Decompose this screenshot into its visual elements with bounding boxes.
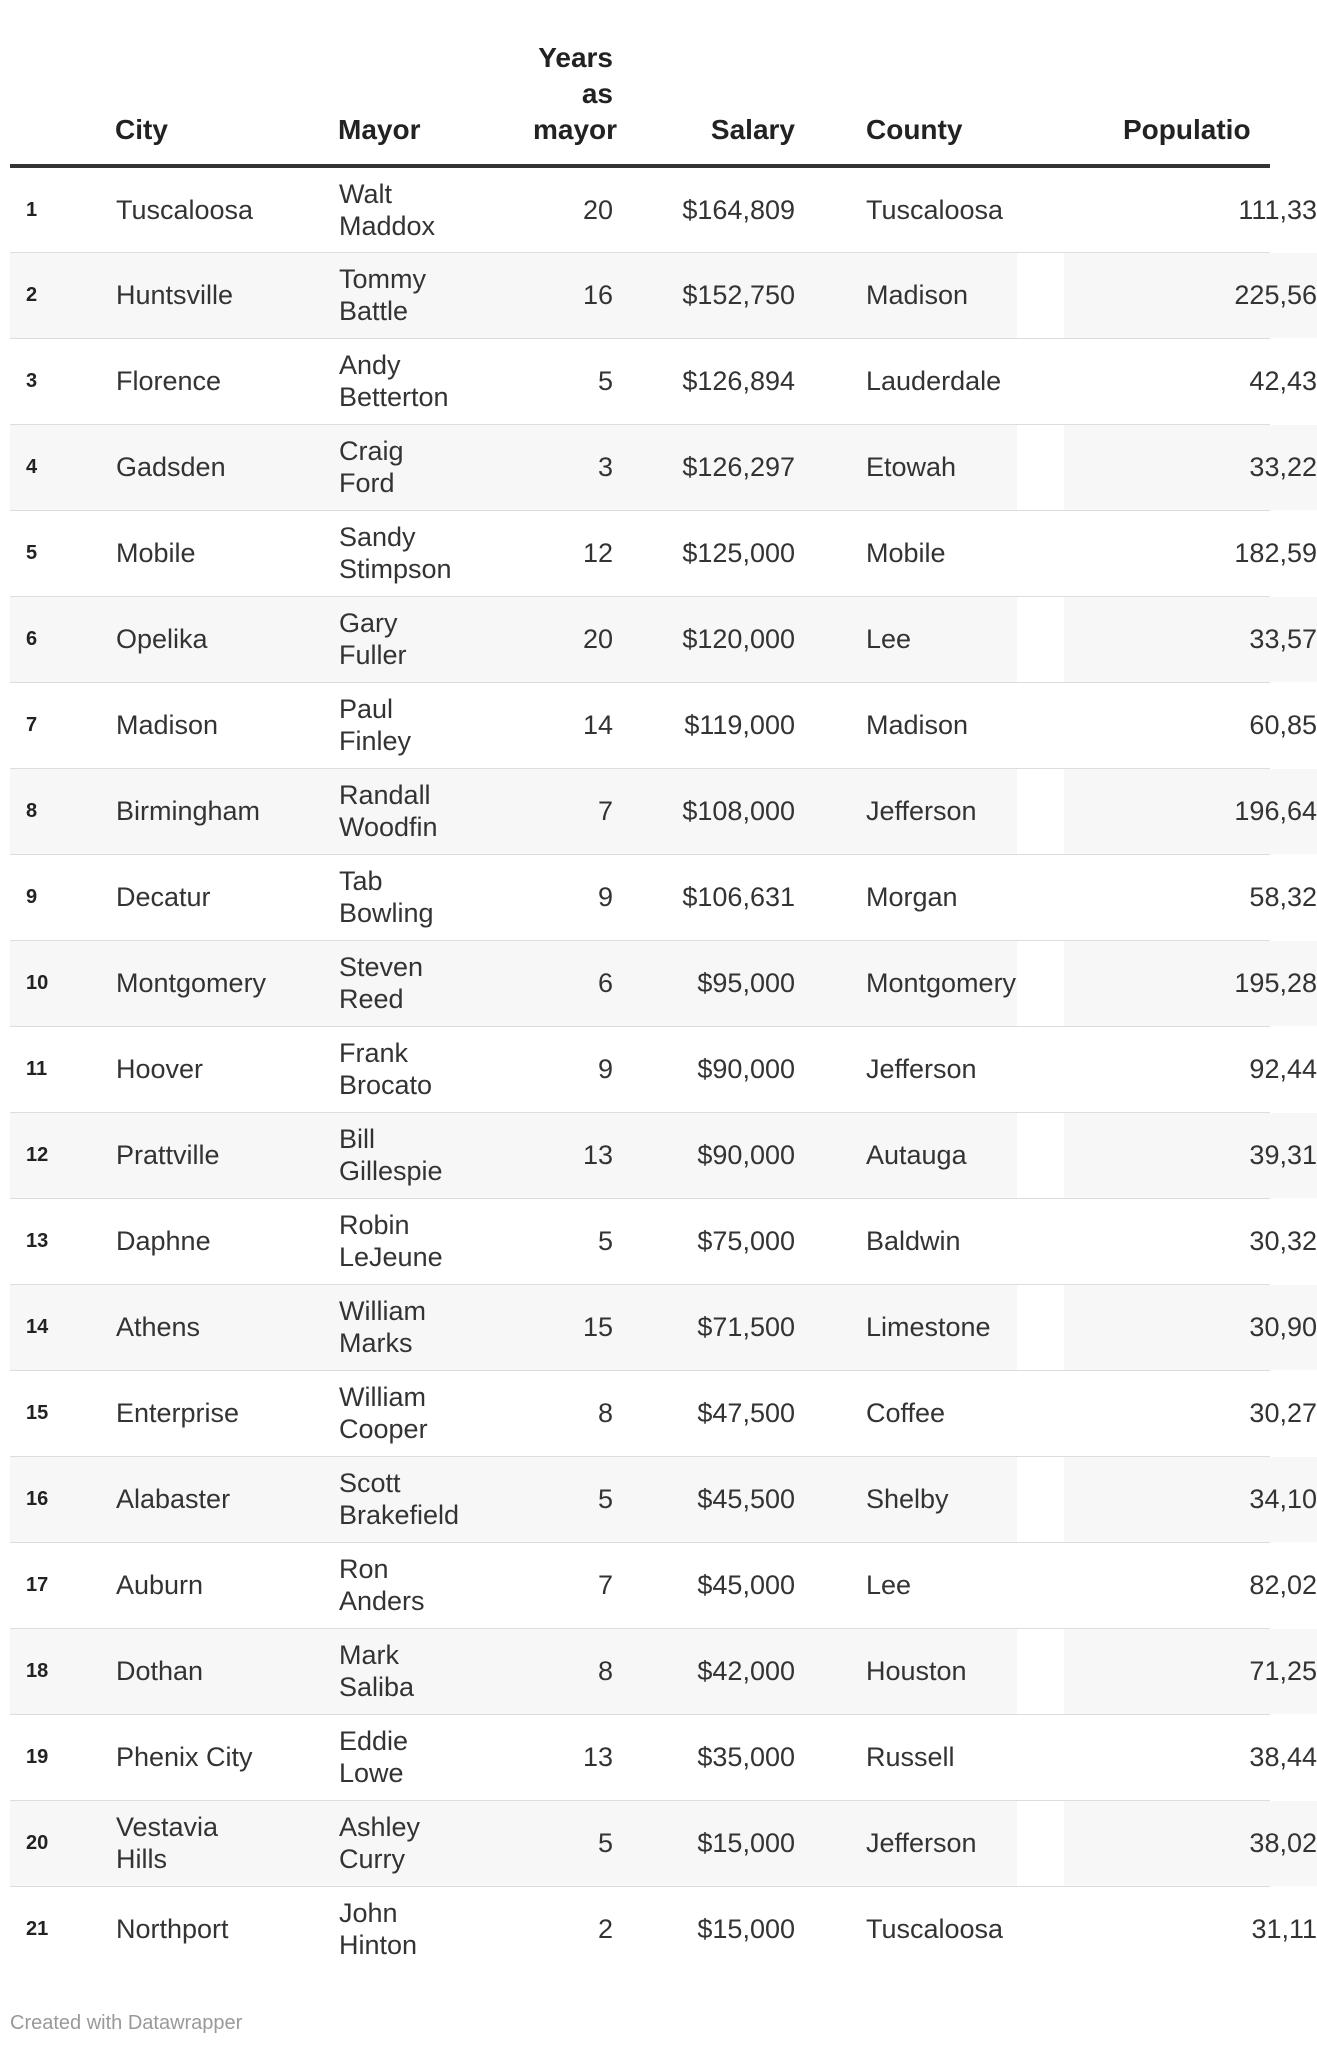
header-years-as-mayor[interactable] [498, 40, 620, 166]
table-row [10, 1284, 1270, 1370]
table-row [10, 166, 1270, 252]
cell-mayor: Tommy Battle [339, 264, 426, 326]
cell-population: 31,11 [1251, 1914, 1317, 1945]
cell-years: 5 [597, 366, 613, 396]
cell-population: 182,59 [1234, 538, 1317, 568]
cell-county: Lee [866, 1570, 912, 1600]
cell-mayor: Ron Anders [339, 1554, 425, 1616]
table-row [10, 768, 1270, 854]
cell-mayor: Bill Gillespie [339, 1124, 443, 1186]
cell-county: Houston [866, 1656, 967, 1686]
table-row [10, 682, 1270, 768]
cell-years: 15 [582, 1312, 613, 1342]
cell-city: Mobile [116, 538, 196, 568]
cell-rank: 6 [26, 628, 38, 650]
cell-city: Athens [116, 1312, 201, 1342]
cell-salary: $90,000 [697, 1140, 795, 1170]
cell-years: 20 [582, 194, 613, 225]
cell-rank: 5 [26, 542, 38, 564]
cell-population: 39,31 [1249, 1140, 1317, 1170]
cell-years: 8 [597, 1656, 613, 1686]
header-population[interactable]: Populatio [1017, 40, 1270, 166]
cell-rank: 16 [26, 1488, 49, 1510]
cell-salary: $119,000 [684, 710, 795, 740]
cell-salary: $108,000 [682, 796, 795, 826]
cell-city: Huntsville [116, 280, 234, 310]
cell-county: Jefferson [866, 1054, 977, 1084]
cell-county: Lauderdale [866, 366, 1002, 396]
cell-city: Decatur [116, 882, 211, 912]
cell-mayor: Sandy Stimpson [339, 522, 452, 584]
cell-county: Mobile [866, 538, 946, 568]
cell-rank: 1 [26, 198, 38, 221]
header-county[interactable]: County [802, 40, 1017, 166]
cell-years: 12 [582, 538, 613, 568]
cell-salary: $126,894 [682, 366, 795, 396]
cell-county: Tuscaloosa [866, 194, 1004, 225]
cell-county: Madison [866, 280, 969, 310]
cell-rank: 14 [26, 1316, 49, 1338]
cell-city: Auburn [116, 1570, 204, 1600]
cell-city: Florence [116, 366, 222, 396]
cell-mayor: Gary Fuller [339, 608, 407, 670]
cell-city: Montgomery [116, 968, 267, 998]
cell-rank: 11 [26, 1058, 48, 1080]
cell-city: Phenix City [116, 1742, 253, 1772]
cell-city: Tuscaloosa [116, 194, 254, 225]
cell-rank: 12 [26, 1144, 49, 1166]
cell-salary: $106,631 [682, 882, 795, 912]
cell-mayor: Randall Woodfin [339, 780, 438, 842]
cell-population: 71,25 [1249, 1656, 1317, 1686]
cell-city: Vestavia Hills [116, 1812, 219, 1874]
cell-population: 195,28 [1234, 968, 1317, 998]
cell-population: 58,32 [1249, 882, 1317, 912]
cell-county: Montgomery [866, 968, 1017, 998]
cell-rank: 20 [26, 1832, 49, 1854]
datawrapper-credit[interactable]: Created with Datawrapper [10, 2012, 243, 2034]
cell-salary: $15,000 [697, 1914, 795, 1945]
cell-salary: $75,000 [697, 1226, 795, 1256]
cell-city: Opelika [116, 624, 208, 654]
cell-county: Jefferson [866, 1828, 977, 1858]
header-salary[interactable]: Salary [620, 40, 802, 166]
cell-mayor: Frank Brocato [339, 1038, 433, 1100]
cell-population: 92,44 [1249, 1054, 1317, 1084]
table-row [10, 1112, 1270, 1198]
cell-population: 30,27 [1249, 1398, 1317, 1428]
cell-years: 9 [597, 882, 613, 912]
cell-salary: $125,000 [682, 538, 795, 568]
header-mayor[interactable]: Mayor [338, 40, 498, 166]
cell-rank: 18 [26, 1660, 49, 1682]
cell-rank: 8 [26, 800, 38, 822]
cell-county: Madison [866, 710, 969, 740]
cell-city: Gadsden [116, 452, 226, 482]
cell-salary: $15,000 [697, 1828, 795, 1858]
cell-years: 3 [597, 452, 613, 482]
cell-population: 196,64 [1234, 796, 1317, 826]
cell-population: 225,56 [1234, 280, 1317, 310]
cell-mayor: Scott Brakefield [339, 1468, 460, 1530]
cell-county: Limestone [866, 1312, 991, 1342]
cell-population: 33,22 [1249, 452, 1317, 482]
table-row [10, 1800, 1270, 1886]
cell-mayor: William Cooper [339, 1382, 428, 1444]
cell-mayor: William Marks [339, 1296, 426, 1358]
cell-salary: $71,500 [697, 1312, 795, 1342]
header-years-label: Years as mayor [533, 42, 618, 145]
cell-city: Prattville [116, 1140, 220, 1170]
table-header [10, 40, 1270, 166]
cell-county: Tuscaloosa [866, 1914, 1004, 1945]
cell-county: Coffee [866, 1398, 946, 1428]
cell-mayor: Walt Maddox [339, 178, 436, 241]
header-city[interactable]: City [115, 40, 338, 166]
cell-population: 38,02 [1249, 1828, 1317, 1858]
cell-years: 20 [582, 624, 613, 654]
cell-salary: $164,809 [682, 194, 795, 225]
cell-salary: $47,500 [697, 1398, 795, 1428]
cell-city: Madison [116, 710, 219, 740]
cell-mayor: John Hinton [339, 1898, 418, 1961]
cell-rank: 2 [26, 284, 38, 306]
table-row [10, 1542, 1270, 1628]
table-body [10, 166, 1317, 1972]
cell-salary: $90,000 [697, 1054, 795, 1084]
cell-population: 82,02 [1249, 1570, 1317, 1600]
cell-mayor: Steven Reed [339, 952, 424, 1014]
table-row [10, 510, 1270, 596]
table-container [10, 40, 1317, 1972]
cell-rank: 13 [26, 1230, 49, 1252]
cell-rank: 4 [26, 456, 38, 478]
table-row [10, 424, 1270, 510]
cell-years: 6 [597, 968, 613, 998]
table-row [10, 1456, 1270, 1542]
cell-population: 38,44 [1249, 1742, 1317, 1772]
cell-population: 30,90 [1249, 1312, 1317, 1342]
cell-years: 7 [597, 1570, 613, 1600]
cell-rank: 21 [26, 1918, 49, 1941]
cell-city: Dothan [116, 1656, 204, 1686]
cell-city: Hoover [116, 1054, 204, 1084]
cell-years: 7 [597, 796, 613, 826]
cell-county: Shelby [866, 1484, 949, 1514]
cell-rank: 9 [26, 886, 38, 908]
cell-city: Daphne [116, 1226, 211, 1256]
table-row [10, 1886, 1270, 1972]
cell-mayor: Robin LeJeune [339, 1210, 443, 1272]
cell-mayor: Ashley Curry [339, 1812, 421, 1874]
cell-mayor: Eddie Lowe [339, 1726, 409, 1788]
cell-salary: $126,297 [682, 452, 795, 482]
cell-rank: 7 [26, 714, 38, 736]
cell-population: 42,43 [1249, 366, 1317, 396]
cell-county: Etowah [866, 452, 957, 482]
cell-mayor: Paul Finley [339, 694, 412, 756]
cell-years: 14 [582, 710, 613, 740]
cell-salary: $152,750 [682, 280, 795, 310]
cell-years: 9 [597, 1054, 613, 1084]
cell-salary: $45,000 [697, 1570, 795, 1600]
cell-rank: 19 [26, 1746, 49, 1768]
table-row [10, 854, 1270, 940]
cell-rank: 15 [26, 1402, 49, 1424]
cell-rank: 3 [26, 370, 38, 392]
cell-population: 30,32 [1249, 1226, 1317, 1256]
cell-population: 60,85 [1249, 710, 1317, 740]
table-row [10, 338, 1270, 424]
cell-mayor: Mark Saliba [339, 1640, 415, 1702]
cell-city: Alabaster [116, 1484, 231, 1514]
cell-salary: $42,000 [697, 1656, 795, 1686]
cell-years: 2 [597, 1914, 613, 1945]
cell-city: Birmingham [116, 796, 261, 826]
cell-years: 5 [597, 1484, 613, 1514]
cell-mayor: Andy Betterton [339, 350, 449, 412]
table-row [10, 596, 1270, 682]
cell-mayor: Tab Bowling [339, 866, 434, 928]
table-row [10, 1370, 1270, 1456]
cell-population: 34,10 [1249, 1484, 1317, 1514]
cell-salary: $120,000 [682, 624, 795, 654]
cell-years: 13 [582, 1140, 613, 1170]
cell-population: 111,33 [1238, 194, 1317, 225]
header-rank[interactable] [10, 40, 115, 166]
cell-county: Russell [866, 1742, 955, 1772]
cell-mayor: Craig Ford [339, 436, 404, 498]
cell-years: 13 [582, 1742, 613, 1772]
cell-years: 5 [597, 1828, 613, 1858]
cell-population: 33,57 [1249, 624, 1317, 654]
table-row [10, 252, 1270, 338]
cell-county: Jefferson [866, 796, 977, 826]
cell-salary: $95,000 [697, 968, 795, 998]
cell-salary: $35,000 [697, 1742, 795, 1772]
table-row [10, 1026, 1270, 1112]
mayor-salary-table [10, 40, 1317, 1972]
cell-city: Northport [116, 1914, 229, 1945]
cell-county: Lee [866, 624, 912, 654]
table-row [10, 1628, 1270, 1714]
cell-rank: 17 [26, 1574, 49, 1596]
cell-county: Morgan [866, 882, 958, 912]
header-row [10, 40, 1270, 166]
cell-county: Baldwin [866, 1226, 961, 1256]
table-row [10, 1198, 1270, 1284]
cell-years: 16 [582, 280, 613, 310]
cell-years: 8 [597, 1398, 613, 1428]
cell-years: 5 [597, 1226, 613, 1256]
cell-city: Enterprise [116, 1398, 240, 1428]
cell-rank: 10 [26, 972, 49, 994]
table-row [10, 1714, 1270, 1800]
cell-county: Autauga [866, 1140, 967, 1170]
table-row [10, 940, 1270, 1026]
cell-salary: $45,500 [697, 1484, 795, 1514]
